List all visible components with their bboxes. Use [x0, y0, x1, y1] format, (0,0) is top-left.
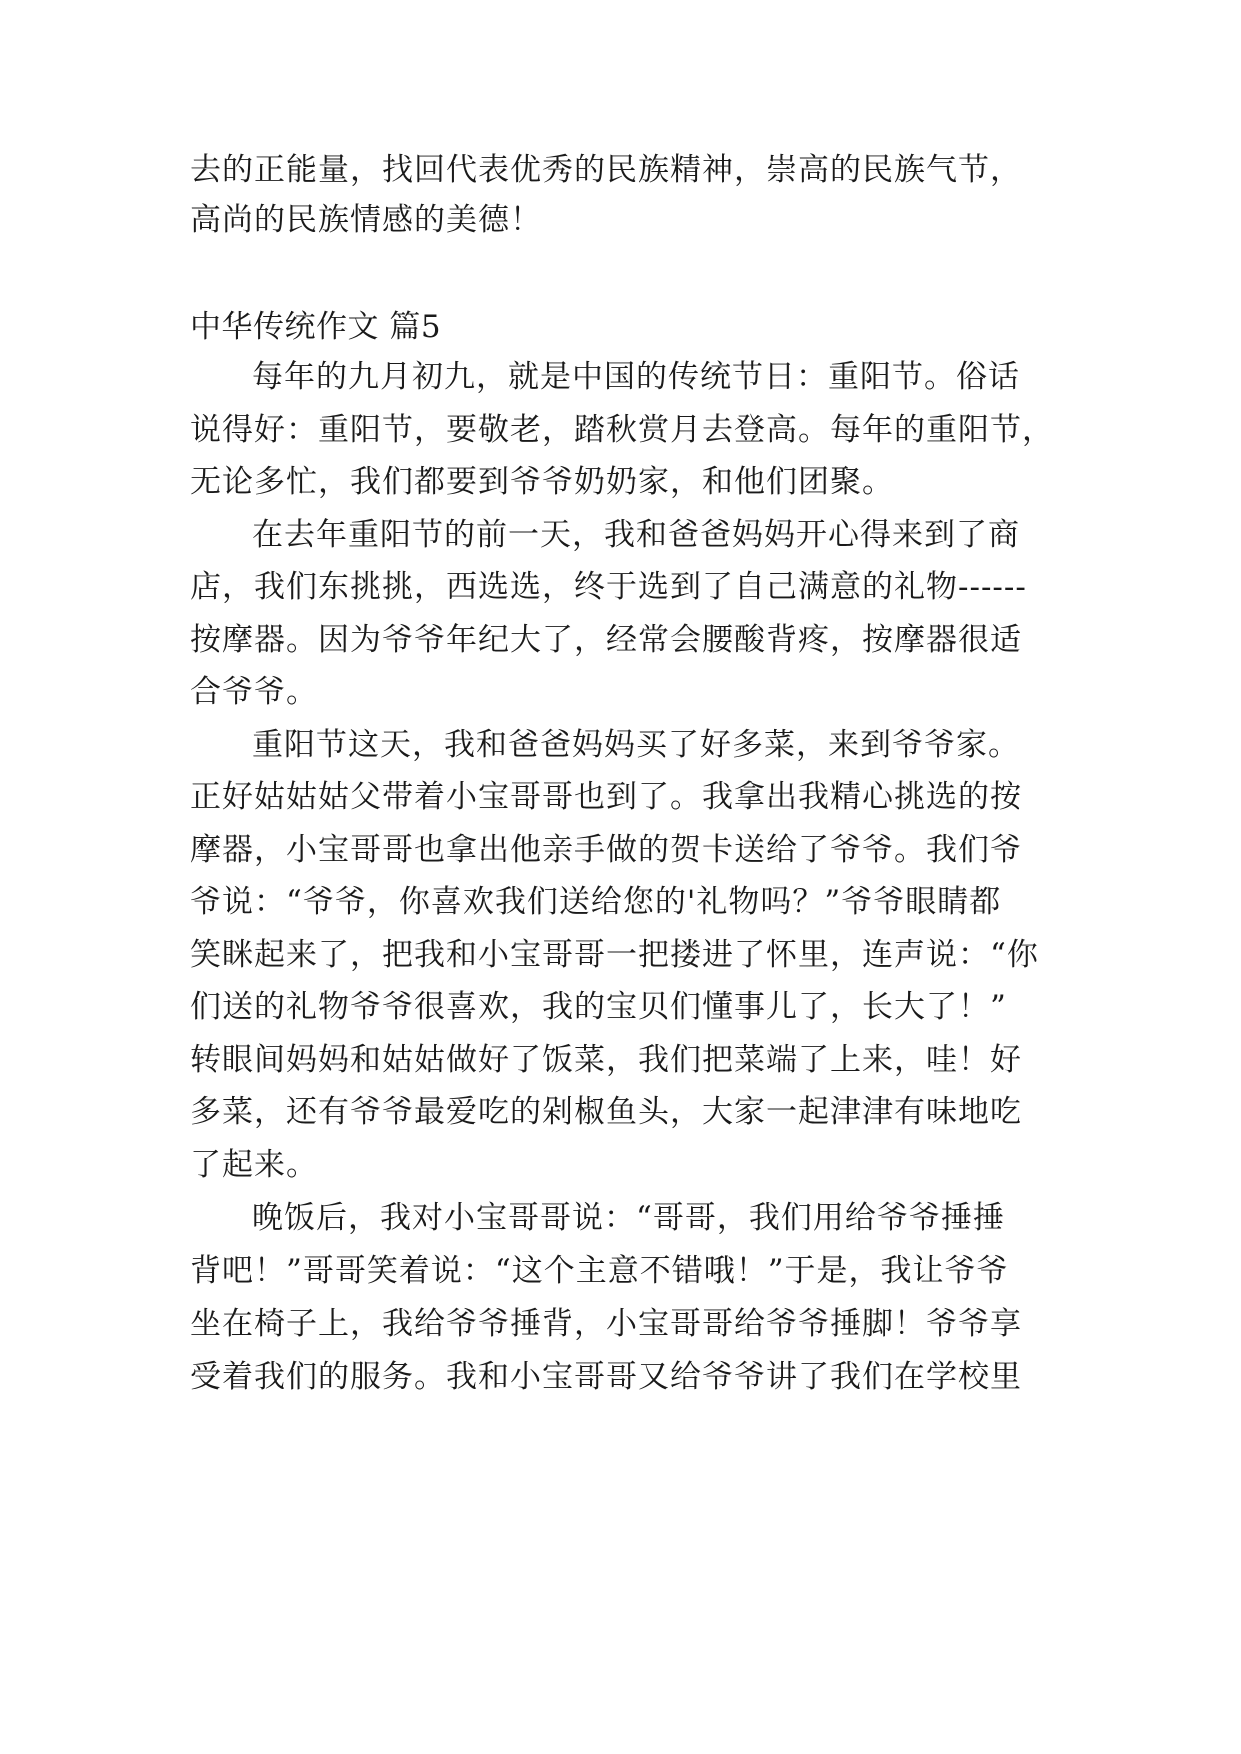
paragraph-line: 们送的礼物爷爷很喜欢，我的宝贝们懂事儿了，长大了！”	[190, 989, 1007, 1025]
paragraph-line: 合爷爷。	[190, 674, 318, 710]
paragraph-line: 重阳节这天，我和爸爸妈妈买了好多菜，来到爷爷家。	[252, 727, 1020, 763]
paragraph-line: 受着我们的服务。我和小宝哥哥又给爷爷讲了我们在学校里	[190, 1359, 1022, 1395]
paragraph-line: 坐在椅子上，我给爷爷捶背，小宝哥哥给爷爷捶脚！爷爷享	[190, 1306, 1022, 1342]
paragraph-line: 多菜，还有爷爷最爱吃的剁椒鱼头，大家一起津津有味地吃	[190, 1094, 1022, 1130]
paragraph-line: 笑眯起来了，把我和小宝哥哥一把搂进了怀里，连声说：“你	[190, 937, 1039, 973]
paragraph-line: 说得好：重阳节，要敬老，踏秋赏月去登高。每年的重阳节，	[190, 412, 1054, 448]
paragraph-line: 无论多忙，我们都要到爷爷奶奶家，和他们团聚。	[190, 464, 894, 500]
section-title: 中华传统作文 篇5	[190, 309, 442, 345]
paragraph-line: 正好姑姑姑父带着小宝哥哥也到了。我拿出我精心挑选的按	[190, 779, 1022, 815]
paragraph-line: 在去年重阳节的前一天，我和爸爸妈妈开心得来到了商	[252, 517, 1020, 553]
paragraph-line: 晚饭后，我对小宝哥哥说：“哥哥，我们用给爷爷捶捶	[252, 1200, 1005, 1236]
paragraph-line: 店，我们东挑挑，西选选，终于选到了自己满意的礼物------	[190, 569, 1027, 605]
paragraph-line: 转眼间妈妈和姑姑做好了饭菜，我们把菜端了上来，哇！好	[190, 1042, 1022, 1078]
paragraph-line: 了起来。	[190, 1147, 318, 1183]
paragraph-line: 每年的九月初九，就是中国的传统节日：重阳节。俗话	[252, 359, 1020, 395]
intro-line: 去的正能量，找回代表优秀的民族精神，崇高的民族气节，	[190, 152, 1022, 188]
paragraph-line: 按摩器。因为爷爷年纪大了，经常会腰酸背疼，按摩器很适	[190, 622, 1022, 658]
paragraph-line: 背吧！”哥哥笑着说：“这个主意不错哦！”于是，我让爷爷	[190, 1253, 1009, 1289]
paragraph-line: 爷说：“爷爷，你喜欢我们送给您的'礼物吗？”爷爷眼睛都	[190, 884, 1002, 920]
paragraph-line: 摩器，小宝哥哥也拿出他亲手做的贺卡送给了爷爷。我们爷	[190, 832, 1022, 868]
intro-line: 高尚的民族情感的美德！	[190, 202, 542, 238]
